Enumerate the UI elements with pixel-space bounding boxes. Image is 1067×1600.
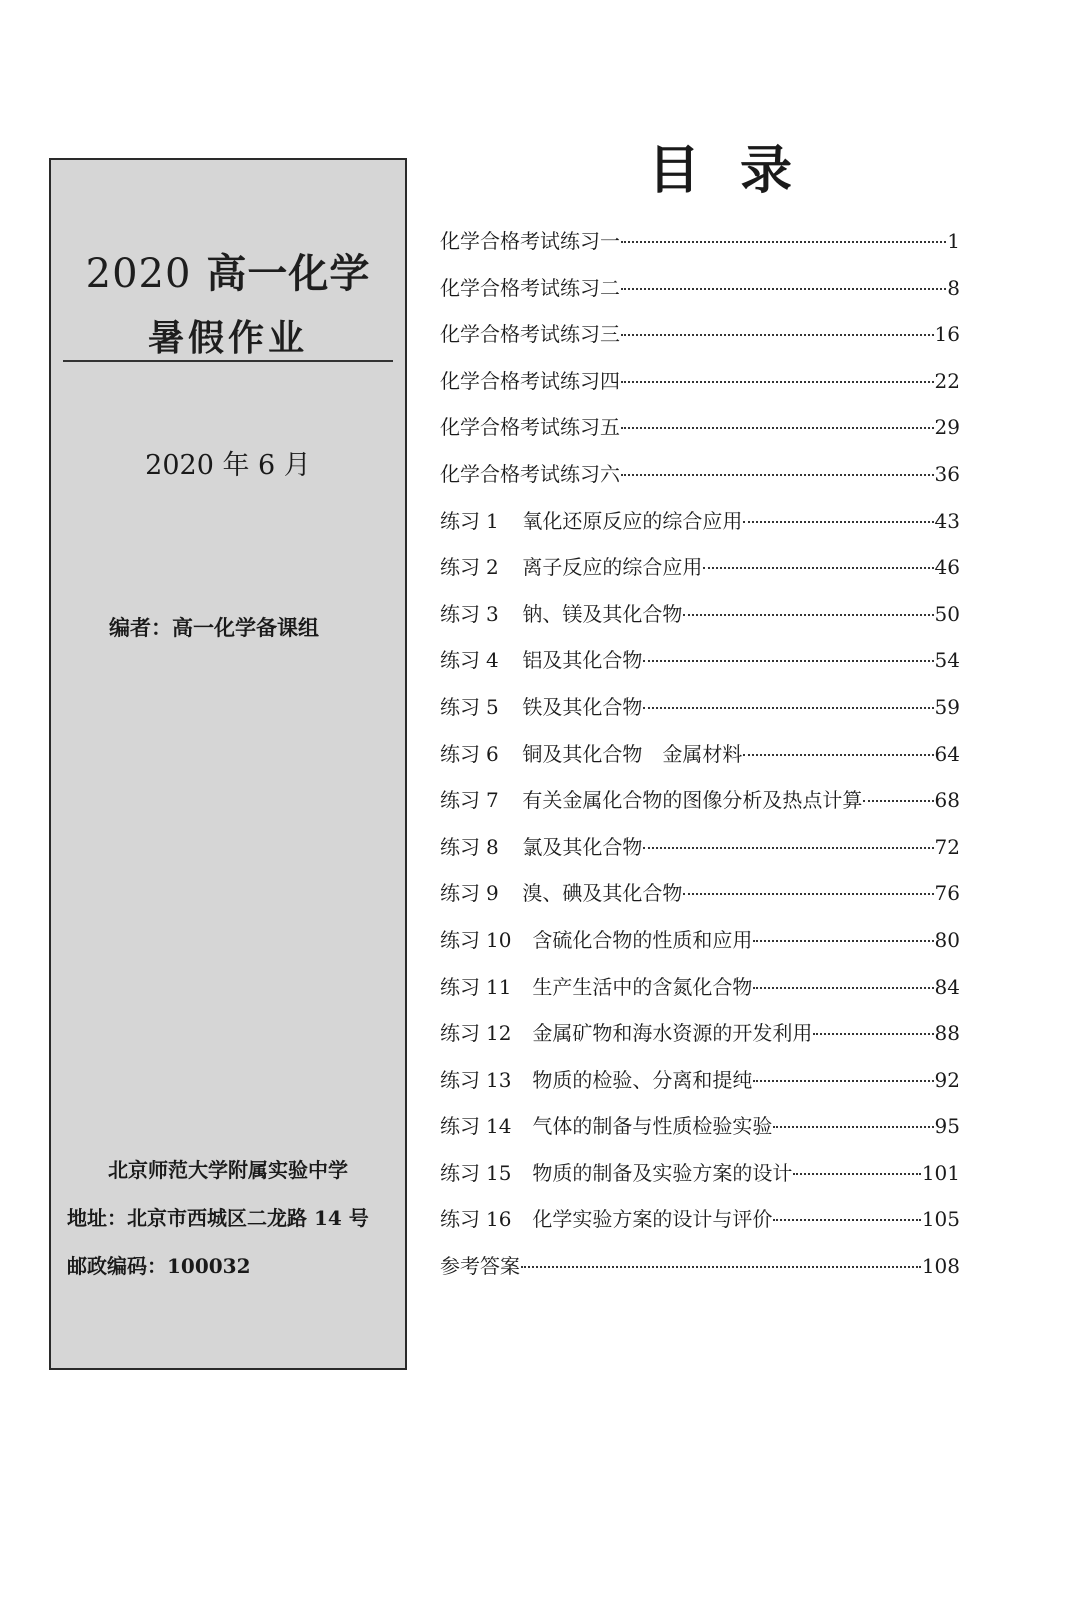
toc-item-prefix: 练习 xyxy=(440,508,480,533)
toc-item-label xyxy=(440,1057,752,1104)
toc-item-topic: 有关金属化合物的图像分析及热点计算 xyxy=(522,788,863,813)
toc-item-label xyxy=(440,731,742,778)
toc-item-page: 92 xyxy=(934,1067,960,1092)
toc-item-page: 43 xyxy=(934,508,960,533)
toc-item xyxy=(440,870,960,917)
toc-item-leader xyxy=(621,241,946,243)
toc-item-topic: 氯及其化合物 xyxy=(522,834,643,859)
toc-item-leader xyxy=(753,940,933,942)
toc-item-prefix: 练习 xyxy=(440,741,480,766)
toc-item xyxy=(440,777,960,824)
toc-item-leader xyxy=(683,614,933,616)
toc-item-number: 14 xyxy=(486,1114,512,1139)
toc-item-leader xyxy=(743,521,933,523)
toc-item xyxy=(440,917,960,964)
cover-school: 北京师范大学附属实验中学 xyxy=(108,1158,348,1182)
toc-item-label xyxy=(440,451,620,498)
toc-item xyxy=(440,1196,960,1243)
toc-item xyxy=(440,544,960,591)
toc-item xyxy=(440,1010,960,1057)
toc-item xyxy=(440,404,960,451)
toc-item xyxy=(440,451,960,498)
toc-item-leader xyxy=(813,1033,933,1035)
toc-item-prefix: 练习 xyxy=(440,1160,480,1185)
toc-item-label xyxy=(440,544,702,591)
toc-item-leader xyxy=(621,474,934,476)
toc-item-number: 13 xyxy=(486,1067,512,1092)
toc-item-label xyxy=(440,265,620,312)
toc-item-page: 88 xyxy=(934,1021,960,1046)
toc-item-page: 80 xyxy=(934,927,960,952)
toc-item-label xyxy=(440,637,642,684)
toc-item xyxy=(440,1150,960,1197)
cover-postcode: 邮政编码：100032 xyxy=(67,1254,251,1278)
toc-item-label xyxy=(440,1103,772,1150)
toc-item xyxy=(440,731,960,778)
toc-item xyxy=(440,218,960,265)
toc-item-topic: 物质的制备及实验方案的设计 xyxy=(532,1160,793,1185)
toc-item-number: 6 xyxy=(486,741,499,766)
toc-item-label xyxy=(440,824,642,871)
toc-item-leader xyxy=(521,1266,921,1268)
cover-editor: 编者：高一化学备课组 xyxy=(109,615,319,640)
toc-item-prefix: 化学合格考试练习六 xyxy=(440,461,620,486)
toc-item-label xyxy=(440,1196,772,1243)
toc-list xyxy=(440,218,960,1290)
toc-item-topic: 钠、镁及其化合物 xyxy=(522,601,683,626)
toc-item-prefix: 练习 xyxy=(440,694,480,719)
toc-item-page: 68 xyxy=(934,788,960,813)
toc-item-number: 12 xyxy=(486,1021,512,1046)
toc-item xyxy=(440,498,960,545)
toc-item-prefix: 化学合格考试练习二 xyxy=(440,275,620,300)
toc-item-prefix: 化学合格考试练习四 xyxy=(440,368,620,393)
toc-item-label xyxy=(440,311,620,358)
toc-item-prefix: 练习 xyxy=(440,1207,480,1232)
toc-item-topic: 含硫化合物的性质和应用 xyxy=(532,927,753,952)
toc-item-prefix: 练习 xyxy=(440,648,480,673)
toc-item-number: 7 xyxy=(486,788,499,813)
cover-panel xyxy=(49,158,407,1370)
toc-item-number: 2 xyxy=(486,555,499,580)
toc-item-page: 101 xyxy=(921,1160,960,1185)
toc-item-leader xyxy=(643,660,933,662)
toc-item-number: 10 xyxy=(486,927,512,952)
toc-item-page: 95 xyxy=(934,1114,960,1139)
toc-item-label xyxy=(440,964,752,1011)
toc-item-label xyxy=(440,870,682,917)
toc-item-topic: 铜及其化合物 金属材料 xyxy=(522,741,743,766)
toc-item-prefix: 练习 xyxy=(440,1067,480,1092)
toc-item xyxy=(440,1103,960,1150)
toc-item-topic: 铝及其化合物 xyxy=(522,648,643,673)
toc-item-prefix: 练习 xyxy=(440,834,480,859)
toc-item-page: 46 xyxy=(934,555,960,580)
toc-item-prefix: 化学合格考试练习一 xyxy=(440,229,620,253)
toc-item-leader xyxy=(621,334,934,336)
toc-item-label xyxy=(440,404,620,451)
toc-item-topic: 化学实验方案的设计与评价 xyxy=(532,1207,773,1232)
toc-item-leader xyxy=(621,381,934,383)
toc-item-page: 64 xyxy=(934,741,960,766)
toc-item-label xyxy=(440,917,752,964)
toc-item-topic: 氧化还原反应的综合应用 xyxy=(522,508,743,533)
toc-item-prefix: 练习 xyxy=(440,555,480,580)
toc-item-page: 22 xyxy=(934,368,960,393)
cover-title-line1 xyxy=(51,242,405,299)
toc-item-page: 59 xyxy=(934,694,960,719)
toc-item-topic: 气体的制备与性质检验实验 xyxy=(532,1114,773,1139)
toc-item-topic: 离子反应的综合应用 xyxy=(522,555,703,580)
toc-item-number: 11 xyxy=(486,974,512,999)
toc-item xyxy=(440,684,960,731)
toc-item-page: 36 xyxy=(934,461,960,486)
toc-item-label xyxy=(440,1150,792,1197)
toc-item-label xyxy=(440,498,742,545)
toc-item-prefix: 练习 xyxy=(440,974,480,999)
toc-item-number: 5 xyxy=(486,694,499,719)
cover-address: 地址：北京市西城区二龙路 14 号 xyxy=(67,1206,369,1230)
toc-item-page: 72 xyxy=(934,834,960,859)
toc-title: 目录 xyxy=(647,140,832,201)
toc-item-leader xyxy=(643,847,933,849)
toc-item xyxy=(440,358,960,405)
toc-item xyxy=(440,265,960,312)
toc-item-prefix: 参考答案 xyxy=(440,1254,520,1279)
toc-item-topic: 金属矿物和海水资源的开发利用 xyxy=(532,1021,813,1046)
toc-item-label xyxy=(440,1010,812,1057)
toc-item-page: 50 xyxy=(934,601,960,626)
toc-item-number: 4 xyxy=(486,648,499,673)
toc-item xyxy=(440,1057,960,1104)
toc-item-prefix: 练习 xyxy=(440,927,480,952)
toc-item-leader xyxy=(863,800,933,802)
toc-item-number: 1 xyxy=(486,508,499,533)
toc-item-leader xyxy=(773,1126,933,1128)
toc-item-prefix: 练习 xyxy=(440,1114,480,1139)
toc-item-prefix: 练习 xyxy=(440,1021,480,1046)
toc-item xyxy=(440,964,960,1011)
toc-item-label xyxy=(440,777,862,824)
toc-item-page: 8 xyxy=(947,275,960,300)
toc-item-prefix: 练习 xyxy=(440,601,480,626)
toc-item xyxy=(440,637,960,684)
toc-item-leader xyxy=(703,567,933,569)
toc-item-prefix: 练习 xyxy=(440,788,480,813)
cover-title-line2: 暑假作业 xyxy=(147,318,308,359)
toc-item-label xyxy=(440,684,642,731)
toc-item-number: 8 xyxy=(486,834,499,859)
toc-item-page: 108 xyxy=(921,1254,960,1279)
toc-item-leader xyxy=(621,288,946,290)
toc-item-number: 16 xyxy=(486,1207,512,1232)
toc-item-prefix: 化学合格考试练习五 xyxy=(440,415,620,440)
toc-item xyxy=(440,1243,960,1290)
toc-item-number: 3 xyxy=(486,601,499,626)
cover-date: 2020 年 6 月 xyxy=(145,450,311,481)
toc-item-prefix: 化学合格考试练习三 xyxy=(440,322,620,347)
toc-item-leader xyxy=(743,754,933,756)
toc-item-number: 9 xyxy=(486,881,499,906)
toc-item-topic: 铁及其化合物 xyxy=(522,694,643,719)
toc-item-leader xyxy=(683,893,933,895)
toc-item-label xyxy=(440,591,682,638)
toc-item-page: 16 xyxy=(934,322,960,347)
toc-item-page: 105 xyxy=(921,1207,960,1232)
toc-item-label xyxy=(440,1243,520,1290)
toc-item xyxy=(440,824,960,871)
toc-item-number: 15 xyxy=(486,1160,512,1185)
toc-item-page: 29 xyxy=(934,415,960,440)
cover-title-subject: 高一化学 xyxy=(206,251,371,297)
toc-item-leader xyxy=(621,427,934,429)
toc-item-page: 54 xyxy=(934,648,960,673)
toc-item xyxy=(440,591,960,638)
toc-item-leader xyxy=(643,707,933,709)
cover-divider xyxy=(63,360,393,362)
toc-item-topic: 物质的检验、分离和提纯 xyxy=(532,1067,753,1092)
toc-item-leader xyxy=(753,1080,933,1082)
toc-item-leader xyxy=(773,1219,920,1221)
toc-item-topic: 生产生活中的含氮化合物 xyxy=(532,974,753,999)
toc-item-page: 76 xyxy=(934,881,960,906)
toc-item-label xyxy=(440,218,620,265)
cover-title-year: 2020 xyxy=(85,251,192,297)
toc-item-leader xyxy=(793,1173,920,1175)
toc-item-page: 1 xyxy=(947,229,960,253)
toc-item xyxy=(440,311,960,358)
toc-item-prefix: 练习 xyxy=(440,881,480,906)
toc-item-label xyxy=(440,358,620,405)
toc-item-topic: 溴、碘及其化合物 xyxy=(522,881,683,906)
toc-item-leader xyxy=(753,987,933,989)
toc-item-page: 84 xyxy=(934,974,960,999)
